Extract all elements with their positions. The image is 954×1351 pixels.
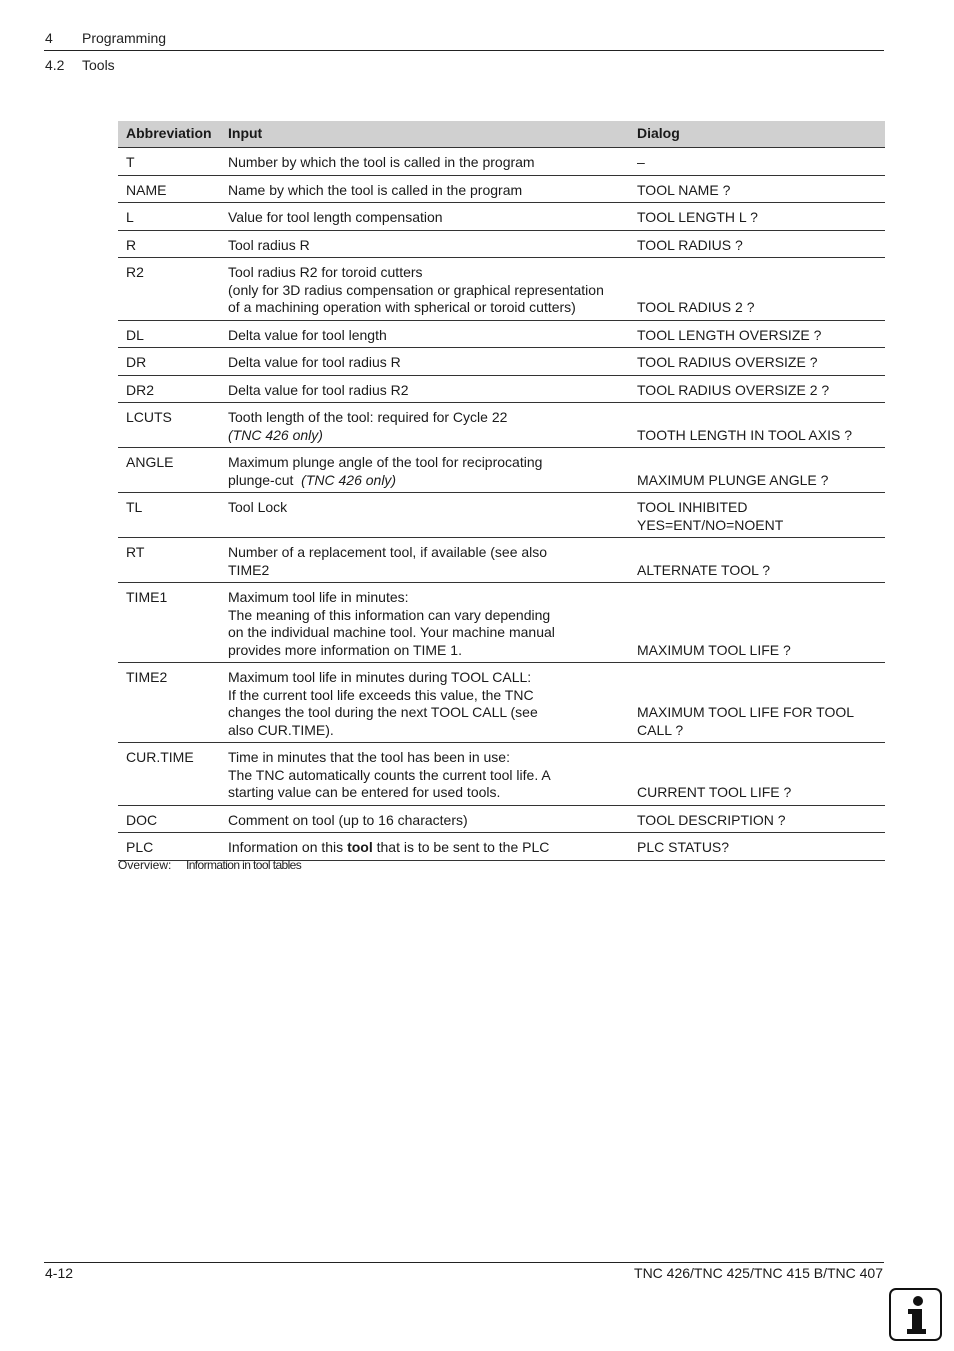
input-text: If the current tool life exceeds this value, the TNC	[228, 686, 534, 703]
table-body	[118, 148, 885, 861]
section-number: 4.2	[45, 57, 65, 73]
input-text: Tooth length of the tool: required for Cycle 22	[228, 409, 508, 425]
dialog-text: YES=ENT/NO=NOENT	[637, 516, 784, 533]
input-cell	[220, 375, 629, 403]
table-row	[118, 175, 885, 203]
abbreviation-cell: RT	[118, 538, 220, 583]
input-note: (TNC 426 only)	[228, 426, 323, 443]
input-text: Number by which the tool is called in the program	[228, 154, 535, 170]
table-row	[118, 203, 885, 231]
dialog-cell	[629, 403, 885, 448]
dialog-text: TOOL NAME ?	[637, 181, 731, 198]
input-text: plunge-cut	[228, 471, 294, 488]
input-text: Tool radius R	[228, 236, 310, 253]
input-text: The TNC automatically counts the current tool life. A	[228, 766, 551, 783]
dialog-cell	[629, 743, 885, 806]
info-icon	[889, 1288, 942, 1341]
section-header	[45, 57, 115, 73]
input-note: (TNC 426 only)	[301, 471, 397, 488]
caption-label: Overview:	[118, 858, 172, 872]
input-text: Tool radius R2 for toroid cutters	[228, 264, 423, 280]
dialog-cell	[629, 348, 885, 376]
input-text: Delta value for tool length	[228, 326, 387, 343]
table-row	[118, 538, 885, 583]
table-row	[118, 403, 885, 448]
table-row	[118, 375, 885, 403]
input-text: Delta value for tool radius R	[228, 354, 401, 370]
footer-rule	[44, 1262, 884, 1263]
table-header-row	[118, 121, 885, 148]
input-cell	[220, 833, 629, 861]
input-cell	[220, 258, 629, 321]
section-title: Tools	[82, 57, 115, 73]
dialog-cell	[629, 493, 885, 538]
input-cell	[220, 805, 629, 833]
input-text: provides more information on TIME 1.	[228, 641, 462, 658]
abbreviation-cell: DR	[118, 348, 220, 376]
input-line	[228, 472, 621, 490]
dialog-text: TOOTH LENGTH IN TOOL AXIS ?	[637, 426, 852, 443]
input-text: Maximum plunge angle of the tool for reciprocating	[228, 454, 543, 470]
dialog-cell	[629, 375, 885, 403]
abbreviation-cell: L	[118, 203, 220, 231]
abbreviation-cell: LCUTS	[118, 403, 220, 448]
abbreviation-cell: T	[118, 148, 220, 176]
dialog-cell	[629, 320, 885, 348]
dialog-text: TOOL RADIUS OVERSIZE ?	[637, 354, 818, 370]
dialog-text: ALTERNATE TOOL ?	[637, 561, 771, 578]
dialog-cell	[629, 258, 885, 321]
header-rule	[44, 50, 884, 51]
abbreviation-cell: ANGLE	[118, 448, 220, 493]
abbreviation-cell: R	[118, 230, 220, 258]
table-row	[118, 833, 885, 861]
chapter-header	[45, 30, 166, 46]
dialog-text: TOOL LENGTH OVERSIZE ?	[637, 326, 822, 343]
input-cell	[220, 148, 629, 176]
table-row	[118, 448, 885, 493]
input-cell	[220, 583, 629, 663]
table-row	[118, 583, 885, 663]
dialog-text: TOOL DESCRIPTION ?	[637, 811, 786, 828]
input-text: Value for tool length compensation	[228, 209, 443, 225]
abbreviation-cell: TL	[118, 493, 220, 538]
input-emphasis: tool	[347, 839, 373, 855]
input-text: of a machining operation with spherical or toroid cutters)	[228, 299, 576, 315]
table-row	[118, 320, 885, 348]
abbreviation-cell: TIME1	[118, 583, 220, 663]
dialog-cell	[629, 148, 885, 176]
input-cell	[220, 743, 629, 806]
chapter-title: Programming	[82, 30, 167, 46]
dialog-cell	[629, 203, 885, 231]
dialog-cell	[629, 833, 885, 861]
input-cell	[220, 348, 629, 376]
chapter-number: 4	[45, 30, 53, 46]
input-text: The meaning of this information can vary depending	[228, 606, 551, 623]
dialog-cell	[629, 448, 885, 493]
abbreviation-cell: DL	[118, 320, 220, 348]
table-caption	[118, 858, 301, 872]
abbreviation-cell: DOC	[118, 805, 220, 833]
dialog-text: TOOL INHIBITED	[637, 499, 748, 515]
input-text: Maximum tool life in minutes during TOOL CALL:	[228, 669, 532, 685]
input-cell	[220, 663, 629, 743]
dialog-text: CALL ?	[637, 721, 684, 738]
input-text: TIME2	[228, 561, 270, 578]
column-header-abbreviation: Abbreviation	[118, 121, 220, 148]
dialog-cell	[629, 538, 885, 583]
dialog-text: TOOL RADIUS OVERSIZE 2 ?	[637, 381, 830, 398]
input-text: Maximum tool life in minutes:	[228, 589, 409, 605]
table-row	[118, 743, 885, 806]
dialog-text: CURRENT TOOL LIFE ?	[637, 784, 792, 800]
table-row	[118, 805, 885, 833]
dialog-text: PLC STATUS?	[637, 839, 730, 855]
tool-table	[118, 121, 885, 861]
abbreviation-cell: DR2	[118, 375, 220, 403]
table-row	[118, 230, 885, 258]
manual-title: TNC 426/TNC 425/TNC 415 B/TNC 407	[634, 1265, 883, 1281]
dialog-text: TOOL RADIUS 2 ?	[637, 299, 755, 315]
dialog-text: –	[637, 154, 645, 170]
input-text: Name by which the tool is called in the program	[228, 181, 523, 198]
dialog-cell	[629, 805, 885, 833]
input-cell	[220, 320, 629, 348]
dialog-text: TOOL RADIUS ?	[637, 236, 743, 253]
abbreviation-cell: TIME2	[118, 663, 220, 743]
page-number: 4-12	[45, 1265, 74, 1281]
abbreviation-cell: NAME	[118, 175, 220, 203]
input-text: Time in minutes that the tool has been in use:	[228, 749, 510, 765]
input-text: on the individual machine tool. Your machine manual	[228, 624, 555, 640]
input-cell	[220, 493, 629, 538]
input-text: Information on this	[228, 839, 344, 855]
column-header-dialog: Dialog	[629, 121, 885, 148]
table-row	[118, 663, 885, 743]
dialog-cell	[629, 583, 885, 663]
dialog-text: TOOL LENGTH L ?	[637, 209, 758, 225]
dialog-cell	[629, 663, 885, 743]
input-text: Delta value for tool radius R2	[228, 381, 409, 398]
input-cell	[220, 203, 629, 231]
abbreviation-cell: PLC	[118, 833, 220, 861]
dialog-text: MAXIMUM TOOL LIFE ?	[637, 641, 791, 658]
caption-text: Information in tool tables	[186, 858, 302, 872]
input-text: Number of a replacement tool, if available (see also	[228, 544, 548, 560]
input-cell	[220, 538, 629, 583]
input-text: also CUR.TIME).	[228, 721, 334, 738]
input-cell	[220, 230, 629, 258]
table-row	[118, 493, 885, 538]
input-cell	[220, 448, 629, 493]
table-row	[118, 148, 885, 176]
column-header-input: Input	[220, 121, 629, 148]
input-text: Tool Lock	[228, 499, 288, 515]
dialog-cell	[629, 175, 885, 203]
table-row	[118, 348, 885, 376]
input-text: starting value can be entered for used tools.	[228, 784, 501, 800]
abbreviation-cell: CUR.TIME	[118, 743, 220, 806]
input-cell	[220, 403, 629, 448]
dialog-text: MAXIMUM PLUNGE ANGLE ?	[637, 471, 829, 488]
table-row	[118, 258, 885, 321]
input-text: changes the tool during the next TOOL CALL (see	[228, 704, 538, 720]
input-text: (only for 3D radius compensation or graphical representation	[228, 281, 604, 298]
input-text: that is to be sent to the PLC	[376, 839, 550, 855]
dialog-text: MAXIMUM TOOL LIFE FOR TOOL	[637, 704, 855, 720]
dialog-cell	[629, 230, 885, 258]
abbreviation-cell: R2	[118, 258, 220, 321]
input-cell	[220, 175, 629, 203]
input-text: Comment on tool (up to 16 characters)	[228, 811, 468, 828]
